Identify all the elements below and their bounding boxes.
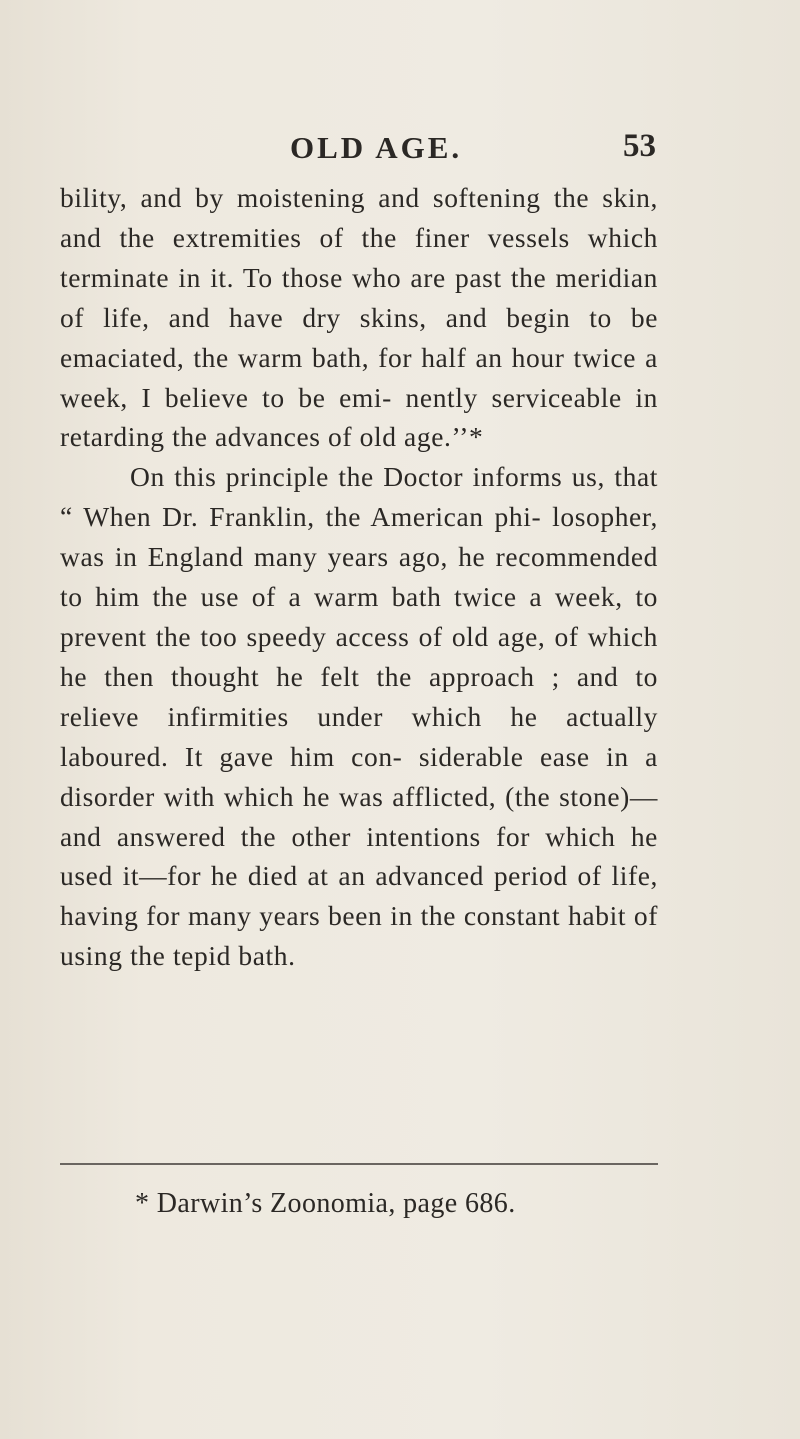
body-text <box>60 178 658 976</box>
page-number: 53 <box>623 128 656 164</box>
paragraph-continuation: bility, and by moistening and softening the skin, and the extremities of the finer vessels which terminate in it. To those who are past the meridian of life, and have dry skins, and begin to be emaciated, the warm bath, for half an hour twice a week, I believe to be emi- nently serviceable in retarding the advances of old age.’’* <box>60 182 658 453</box>
running-head <box>256 130 656 170</box>
running-head-title: OLD AGE. <box>290 130 463 165</box>
paragraph-franklin: On this principle the Doctor informs us, that “ When Dr. Franklin, the American phi- losopher, was in England many years ago, he recommended to him the use of a warm bath twice a week, to prevent the too speedy access of old age, of which he then thought he felt the approach ; and to relieve infirmities under which he actually laboured. It gave him con- siderable ease in a disorder with which he was afflicted, (the stone)—and answered the other intentions for which he used it—for he died at an advanced period of life, having for many years been in the constant habit of using the tepid bath. <box>60 461 658 972</box>
footnote: * Darwin’s Zoonomia, page 686. <box>135 1188 516 1219</box>
footnote-rule <box>60 1163 658 1165</box>
